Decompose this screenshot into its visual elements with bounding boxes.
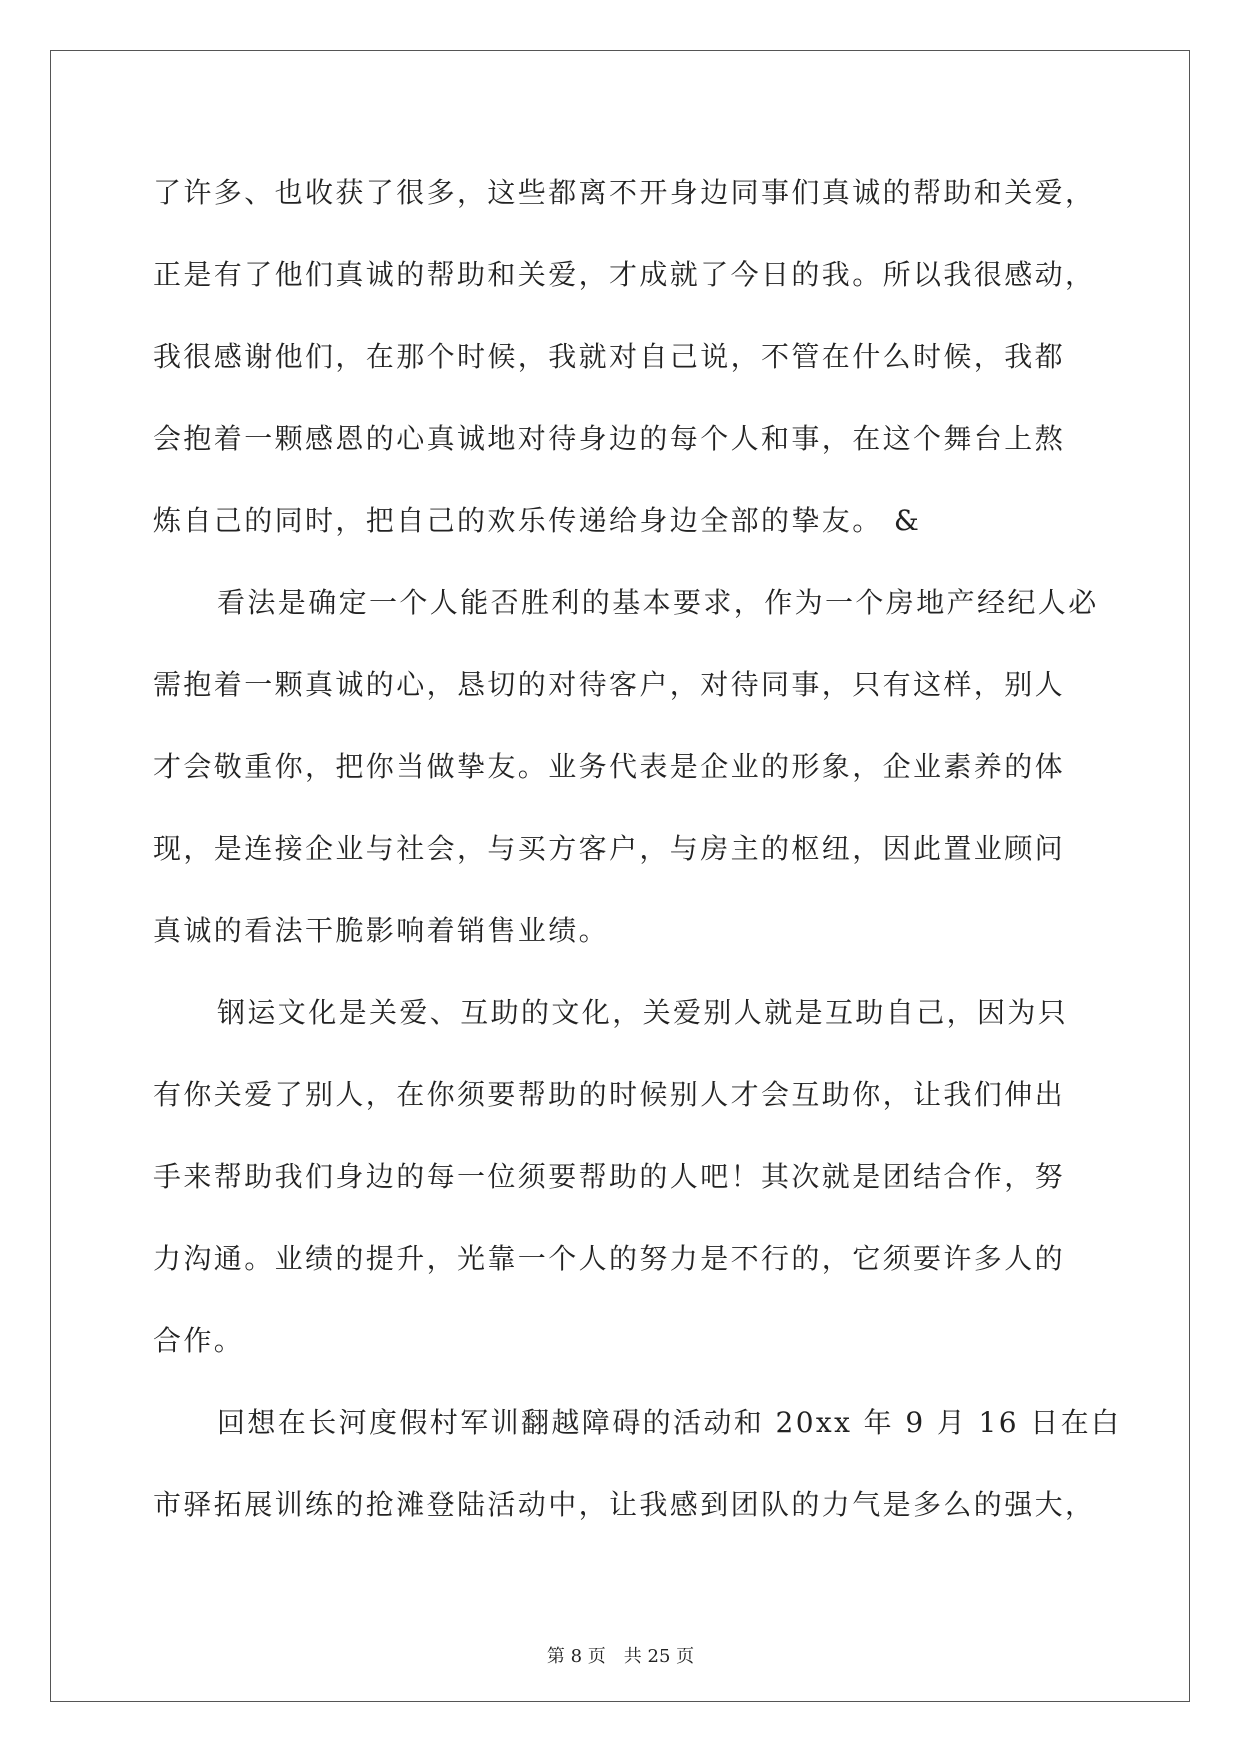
page-number-current: 第 8 页 (546, 1646, 606, 1667)
text-line: 力沟通。业绩的提升，光靠一个人的努力是不行的，它须要许多人的 (153, 1242, 1066, 1275)
page-number-total: 共 25 页 (623, 1646, 695, 1667)
text-line: 钢运文化是关爱、互助的文化，关爱别人就是互助自己，因为只 (217, 996, 1069, 1029)
text-line: 市驿拓展训练的抢滩登陆活动中，让我感到团队的力气是多么的强大， (153, 1488, 1096, 1521)
text-line: 了许多、也收获了很多，这些都离不开身边同事们真诚的帮助和关爱， (153, 176, 1096, 209)
page-footer (0, 1645, 1241, 1669)
text-line: 会抱着一颗感恩的心真诚地对待身边的每个人和事，在这个舞台上熬 (153, 422, 1066, 455)
text-line: 看法是确定一个人能否胜利的基本要求，作为一个房地产经纪人必 (217, 586, 1099, 619)
text-line: 我很感谢他们，在那个时候，我就对自己说，不管在什么时候，我都 (153, 340, 1066, 373)
text-line: 现，是连接企业与社会，与买方客户，与房主的枢纽，因此置业顾问 (153, 832, 1066, 865)
text-line: 手来帮助我们身边的每一位须要帮助的人吧！其次就是团结合作，努 (153, 1160, 1066, 1193)
text-line: 合作。 (153, 1324, 245, 1357)
text-line: 正是有了他们真诚的帮助和关爱，才成就了今日的我。所以我很感动， (153, 258, 1096, 291)
text-line: 真诚的看法干脆影响着销售业绩。 (153, 914, 610, 947)
text-line: 有你关爱了别人，在你须要帮助的时候别人才会互助你，让我们伸出 (153, 1078, 1066, 1111)
text-line: 才会敬重你，把你当做挚友。业务代表是企业的形象，企业素养的体 (153, 750, 1066, 783)
text-line: 炼自己的同时，把自己的欢乐传递给身边全部的挚友。 & (153, 504, 922, 537)
text-line: 需抱着一颗真诚的心，恳切的对待客户，对待同事，只有这样，别人 (153, 668, 1066, 701)
document-body (153, 152, 1122, 1546)
text-line: 回想在长河度假村军训翻越障碍的活动和 20xx 年 9 月 16 日在白 (217, 1406, 1122, 1439)
